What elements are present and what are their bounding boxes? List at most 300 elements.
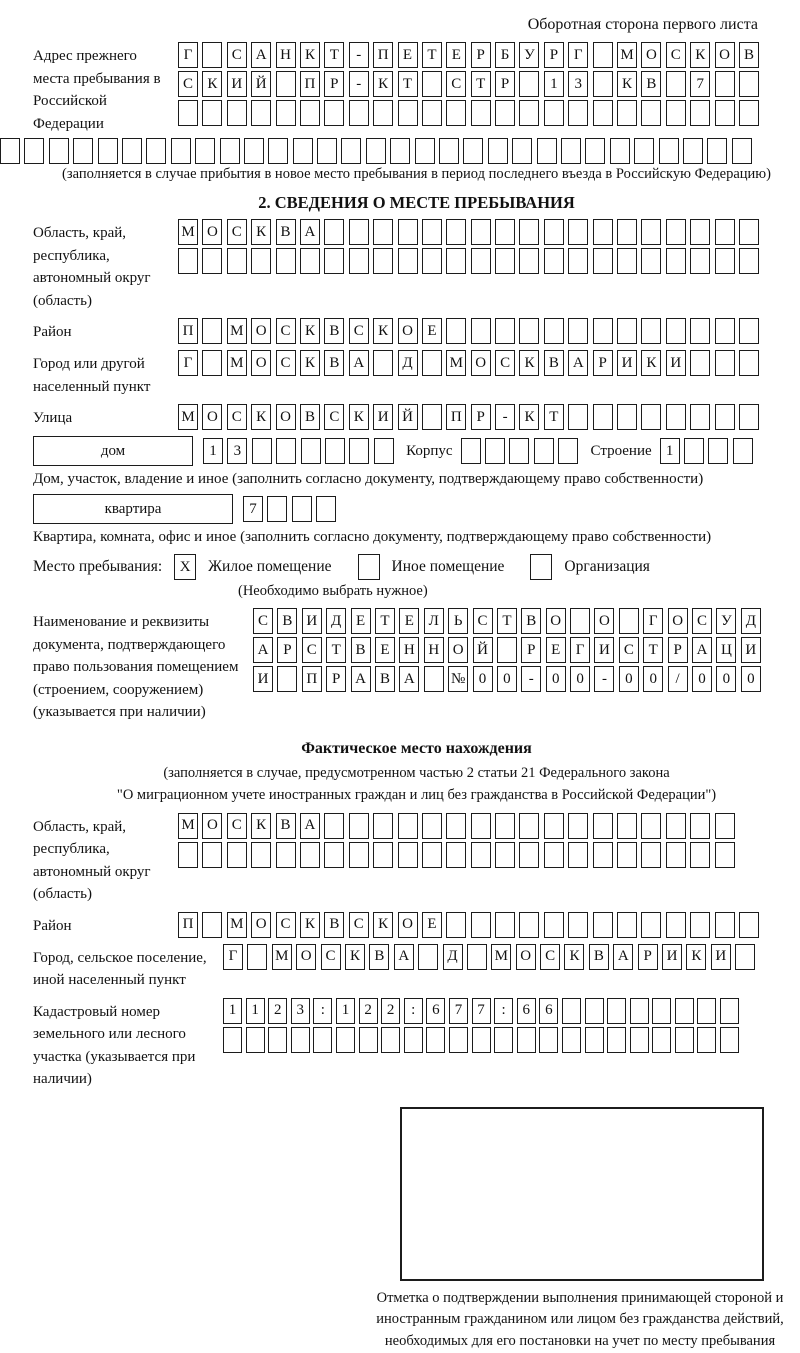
char-cell[interactable] [593,71,613,97]
char-cell[interactable] [690,248,710,274]
char-cell[interactable]: К [373,912,393,938]
char-cell[interactable] [359,1027,378,1053]
char-cell[interactable]: С [446,71,466,97]
char-cell[interactable]: Т [643,637,663,663]
char-cell[interactable]: С [276,318,296,344]
char-cell[interactable] [293,138,313,164]
char-cell[interactable] [461,438,481,464]
char-cell[interactable] [349,842,369,868]
char-cell[interactable]: 0 [473,666,493,692]
char-cell[interactable]: М [227,350,247,376]
char-cell[interactable] [509,438,529,464]
char-cell[interactable] [610,138,630,164]
char-cell[interactable] [544,219,564,245]
char-cell[interactable]: 0 [716,666,736,692]
char-cell[interactable]: М [446,350,466,376]
char-cell[interactable]: Р [544,42,564,68]
char-cell[interactable] [534,438,554,464]
char-cell[interactable]: 1 [223,998,242,1024]
char-cell[interactable]: С [349,318,369,344]
char-cell[interactable] [404,1027,423,1053]
char-cell[interactable] [617,318,637,344]
char-cell[interactable]: В [521,608,541,634]
char-cell[interactable]: П [178,912,198,938]
char-cell[interactable]: 7 [690,71,710,97]
char-cell[interactable]: 7 [472,998,491,1024]
char-cell[interactable] [558,438,578,464]
char-cell[interactable] [666,100,686,126]
char-cell[interactable]: Л [424,608,444,634]
char-cell[interactable] [446,912,466,938]
char-cell[interactable] [373,350,393,376]
char-cell[interactable]: О [471,350,491,376]
char-cell[interactable]: М [227,912,247,938]
char-cell[interactable]: К [641,350,661,376]
char-cell[interactable]: О [641,42,661,68]
char-cell[interactable] [715,248,735,274]
char-cell[interactable]: К [617,71,637,97]
char-cell[interactable] [268,1027,287,1053]
char-cell[interactable]: К [202,71,222,97]
char-cell[interactable]: В [324,350,344,376]
char-cell[interactable]: О [251,912,271,938]
char-cell[interactable]: О [202,404,222,430]
char-cell[interactable] [324,842,344,868]
char-cell[interactable]: И [662,944,682,970]
char-cell[interactable] [715,71,735,97]
char-cell[interactable]: Ц [716,637,736,663]
char-cell[interactable] [517,1027,536,1053]
char-cell[interactable]: Е [398,42,418,68]
char-cell[interactable]: Р [521,637,541,663]
char-cell[interactable] [544,248,564,274]
char-cell[interactable] [519,813,539,839]
char-cell[interactable]: 6 [539,998,558,1024]
char-cell[interactable] [202,42,222,68]
char-cell[interactable] [300,100,320,126]
char-cell[interactable]: А [613,944,633,970]
char-cell[interactable] [122,138,142,164]
char-cell[interactable] [349,248,369,274]
char-cell[interactable] [739,318,759,344]
char-cell[interactable]: В [369,944,389,970]
char-cell[interactable]: 3 [227,438,247,464]
char-cell[interactable] [422,71,442,97]
char-cell[interactable]: : [494,998,513,1024]
char-cell[interactable] [495,219,515,245]
char-cell[interactable]: М [272,944,292,970]
char-cell[interactable]: И [253,666,273,692]
char-cell[interactable] [497,637,517,663]
char-cell[interactable]: Й [251,71,271,97]
char-cell[interactable] [739,404,759,430]
char-cell[interactable] [519,71,539,97]
char-cell[interactable] [426,1027,445,1053]
char-cell[interactable]: В [589,944,609,970]
char-cell[interactable] [373,813,393,839]
char-cell[interactable] [715,318,735,344]
char-cell[interactable] [422,404,442,430]
char-cell[interactable] [146,138,166,164]
char-cell[interactable]: П [302,666,322,692]
char-cell[interactable] [519,219,539,245]
char-cell[interactable] [544,912,564,938]
char-cell[interactable] [715,912,735,938]
char-cell[interactable] [349,813,369,839]
char-cell[interactable] [593,318,613,344]
char-cell[interactable]: В [375,666,395,692]
char-cell[interactable]: О [251,318,271,344]
char-cell[interactable] [301,438,321,464]
char-cell[interactable] [292,496,312,522]
char-cell[interactable]: Г [643,608,663,634]
char-cell[interactable] [373,248,393,274]
char-cell[interactable] [24,138,44,164]
char-cell[interactable]: О [202,219,222,245]
char-cell[interactable]: Р [324,71,344,97]
char-cell[interactable]: 0 [692,666,712,692]
char-cell[interactable]: : [313,998,332,1024]
char-cell[interactable] [485,438,505,464]
char-cell[interactable]: В [324,318,344,344]
char-cell[interactable] [398,842,418,868]
char-cell[interactable]: 7 [243,496,263,522]
char-cell[interactable]: И [594,637,614,663]
char-cell[interactable] [471,318,491,344]
char-cell[interactable]: Е [422,318,442,344]
char-cell[interactable] [415,138,435,164]
char-cell[interactable] [202,842,222,868]
char-cell[interactable] [366,138,386,164]
char-cell[interactable]: 1 [246,998,265,1024]
char-cell[interactable]: Г [570,637,590,663]
char-cell[interactable] [675,1027,694,1053]
char-cell[interactable]: С [276,912,296,938]
char-cell[interactable]: О [251,350,271,376]
char-cell[interactable]: П [446,404,466,430]
char-cell[interactable]: С [302,637,322,663]
char-cell[interactable] [422,813,442,839]
char-cell[interactable] [519,912,539,938]
char-cell[interactable] [488,138,508,164]
char-cell[interactable] [246,1027,265,1053]
char-cell[interactable]: Р [277,637,297,663]
char-cell[interactable] [422,219,442,245]
char-cell[interactable] [593,813,613,839]
char-cell[interactable] [291,1027,310,1053]
char-cell[interactable]: 1 [203,438,223,464]
char-cell[interactable] [568,248,588,274]
char-cell[interactable]: О [398,912,418,938]
char-cell[interactable] [422,100,442,126]
char-cell[interactable]: С [540,944,560,970]
char-cell[interactable] [617,404,637,430]
char-cell[interactable] [471,219,491,245]
char-cell[interactable] [336,1027,355,1053]
char-cell[interactable]: У [716,608,736,634]
char-cell[interactable] [398,248,418,274]
char-cell[interactable]: 3 [568,71,588,97]
char-cell[interactable] [341,138,361,164]
char-cell[interactable]: С [227,813,247,839]
char-cell[interactable] [98,138,118,164]
char-cell[interactable]: В [324,912,344,938]
char-cell[interactable]: С [692,608,712,634]
char-cell[interactable] [690,350,710,376]
char-cell[interactable] [739,248,759,274]
char-cell[interactable]: А [251,42,271,68]
char-cell[interactable]: М [227,318,247,344]
char-cell[interactable]: С [473,608,493,634]
char-cell[interactable] [178,248,198,274]
char-cell[interactable] [720,998,739,1024]
char-cell[interactable] [715,842,735,868]
char-cell[interactable] [607,998,626,1024]
char-cell[interactable] [471,912,491,938]
char-cell[interactable] [467,944,487,970]
char-cell[interactable] [630,1027,649,1053]
char-cell[interactable]: А [253,637,273,663]
char-cell[interactable]: В [300,404,320,430]
char-cell[interactable] [593,219,613,245]
char-cell[interactable] [472,1027,491,1053]
char-cell[interactable] [715,813,735,839]
char-cell[interactable]: М [617,42,637,68]
char-cell[interactable]: О [202,813,222,839]
char-cell[interactable]: Т [497,608,517,634]
char-cell[interactable] [652,998,671,1024]
char-cell[interactable] [268,138,288,164]
char-cell[interactable]: С [321,944,341,970]
char-cell[interactable]: Т [324,42,344,68]
char-cell[interactable]: С [495,350,515,376]
char-cell[interactable] [641,912,661,938]
char-cell[interactable] [641,100,661,126]
char-cell[interactable] [349,438,369,464]
char-cell[interactable]: М [491,944,511,970]
char-cell[interactable]: - [594,666,614,692]
char-cell[interactable]: - [521,666,541,692]
char-cell[interactable] [313,1027,332,1053]
char-cell[interactable]: К [690,42,710,68]
char-cell[interactable] [739,219,759,245]
char-cell[interactable]: Е [546,637,566,663]
char-cell[interactable] [697,1027,716,1053]
char-cell[interactable]: Г [178,350,198,376]
char-cell[interactable]: Т [326,637,346,663]
char-cell[interactable] [202,248,222,274]
char-cell[interactable] [494,1027,513,1053]
char-cell[interactable]: Т [375,608,395,634]
char-cell[interactable]: В [641,71,661,97]
char-cell[interactable]: И [666,350,686,376]
char-cell[interactable] [49,138,69,164]
char-cell[interactable] [666,219,686,245]
char-cell[interactable] [593,912,613,938]
char-cell[interactable]: Е [446,42,466,68]
char-cell[interactable]: О [516,944,536,970]
char-cell[interactable] [244,138,264,164]
char-cell[interactable] [652,1027,671,1053]
char-cell[interactable]: Д [741,608,761,634]
char-cell[interactable] [317,138,337,164]
char-cell[interactable] [471,842,491,868]
char-cell[interactable] [568,318,588,344]
char-cell[interactable] [220,138,240,164]
char-cell[interactable] [276,100,296,126]
char-cell[interactable] [715,100,735,126]
char-cell[interactable]: Й [398,404,418,430]
char-cell[interactable] [195,138,215,164]
char-cell[interactable]: 6 [426,998,445,1024]
char-cell[interactable] [690,912,710,938]
char-cell[interactable]: Е [399,608,419,634]
char-cell[interactable]: К [686,944,706,970]
char-cell[interactable] [585,998,604,1024]
char-cell[interactable] [544,318,564,344]
char-cell[interactable]: : [404,998,423,1024]
char-cell[interactable]: И [711,944,731,970]
char-cell[interactable] [641,842,661,868]
char-cell[interactable] [373,100,393,126]
char-cell[interactable] [683,138,703,164]
char-cell[interactable] [544,813,564,839]
char-cell[interactable]: Р [471,404,491,430]
char-cell[interactable]: У [519,42,539,68]
char-cell[interactable] [300,842,320,868]
char-cell[interactable]: К [373,318,393,344]
char-cell[interactable]: Б [495,42,515,68]
char-cell[interactable]: 3 [291,998,310,1024]
char-cell[interactable] [276,842,296,868]
char-cell[interactable] [568,219,588,245]
char-cell[interactable] [568,813,588,839]
char-cell[interactable] [715,404,735,430]
char-cell[interactable]: О [296,944,316,970]
char-cell[interactable]: 6 [517,998,536,1024]
char-cell[interactable] [715,350,735,376]
char-cell[interactable] [418,944,438,970]
char-cell[interactable]: А [568,350,588,376]
char-cell[interactable]: Н [276,42,296,68]
char-cell[interactable]: В [351,637,371,663]
char-cell[interactable] [739,912,759,938]
char-cell[interactable] [617,813,637,839]
char-cell[interactable]: К [251,813,271,839]
char-cell[interactable] [568,912,588,938]
char-cell[interactable]: К [251,404,271,430]
char-cell[interactable]: С [666,42,686,68]
char-cell[interactable]: Н [424,637,444,663]
char-cell[interactable] [684,438,704,464]
char-cell[interactable] [276,438,296,464]
char-cell[interactable]: В [544,350,564,376]
char-cell[interactable] [593,100,613,126]
char-cell[interactable]: Ь [448,608,468,634]
char-cell[interactable] [202,350,222,376]
char-cell[interactable]: К [373,71,393,97]
char-cell[interactable]: Е [351,608,371,634]
char-cell[interactable] [537,138,557,164]
char-cell[interactable] [73,138,93,164]
char-cell[interactable]: А [300,813,320,839]
char-cell[interactable] [519,842,539,868]
char-cell[interactable]: К [251,219,271,245]
char-cell[interactable] [223,1027,242,1053]
char-cell[interactable]: С [227,404,247,430]
char-cell[interactable] [562,1027,581,1053]
char-cell[interactable] [570,608,590,634]
char-cell[interactable] [568,842,588,868]
char-cell[interactable]: А [351,666,371,692]
char-cell[interactable]: А [349,350,369,376]
char-cell[interactable] [666,842,686,868]
char-cell[interactable] [519,248,539,274]
char-cell[interactable]: 0 [643,666,663,692]
char-cell[interactable] [276,71,296,97]
char-cell[interactable] [227,248,247,274]
char-cell[interactable] [202,318,222,344]
char-cell[interactable]: П [300,71,320,97]
char-cell[interactable] [690,100,710,126]
char-cell[interactable] [561,138,581,164]
char-cell[interactable]: 0 [619,666,639,692]
char-cell[interactable] [593,42,613,68]
char-cell[interactable]: 2 [268,998,287,1024]
char-cell[interactable] [276,248,296,274]
char-cell[interactable] [562,998,581,1024]
char-cell[interactable] [585,1027,604,1053]
char-cell[interactable]: О [594,608,614,634]
stay-type-checkbox-residential[interactable]: X [174,554,196,580]
char-cell[interactable] [544,842,564,868]
char-cell[interactable] [715,219,735,245]
char-cell[interactable] [202,912,222,938]
char-cell[interactable]: Т [471,71,491,97]
char-cell[interactable]: С [324,404,344,430]
char-cell[interactable]: О [668,608,688,634]
char-cell[interactable] [324,100,344,126]
char-cell[interactable]: М [178,404,198,430]
char-cell[interactable] [735,944,755,970]
char-cell[interactable]: О [448,637,468,663]
char-cell[interactable] [349,219,369,245]
char-cell[interactable] [666,248,686,274]
char-cell[interactable] [519,100,539,126]
char-cell[interactable]: Т [422,42,442,68]
char-cell[interactable] [666,912,686,938]
char-cell[interactable] [471,248,491,274]
char-cell[interactable]: Д [326,608,346,634]
char-cell[interactable] [690,842,710,868]
char-cell[interactable]: 7 [449,998,468,1024]
char-cell[interactable] [439,138,459,164]
char-cell[interactable]: / [668,666,688,692]
char-cell[interactable] [446,219,466,245]
char-cell[interactable] [422,842,442,868]
char-cell[interactable] [707,138,727,164]
char-cell[interactable] [471,100,491,126]
char-cell[interactable] [324,813,344,839]
char-cell[interactable] [697,998,716,1024]
char-cell[interactable] [617,248,637,274]
char-cell[interactable] [202,100,222,126]
char-cell[interactable] [708,438,728,464]
char-cell[interactable] [675,998,694,1024]
char-cell[interactable] [630,998,649,1024]
char-cell[interactable] [512,138,532,164]
char-cell[interactable] [495,248,515,274]
